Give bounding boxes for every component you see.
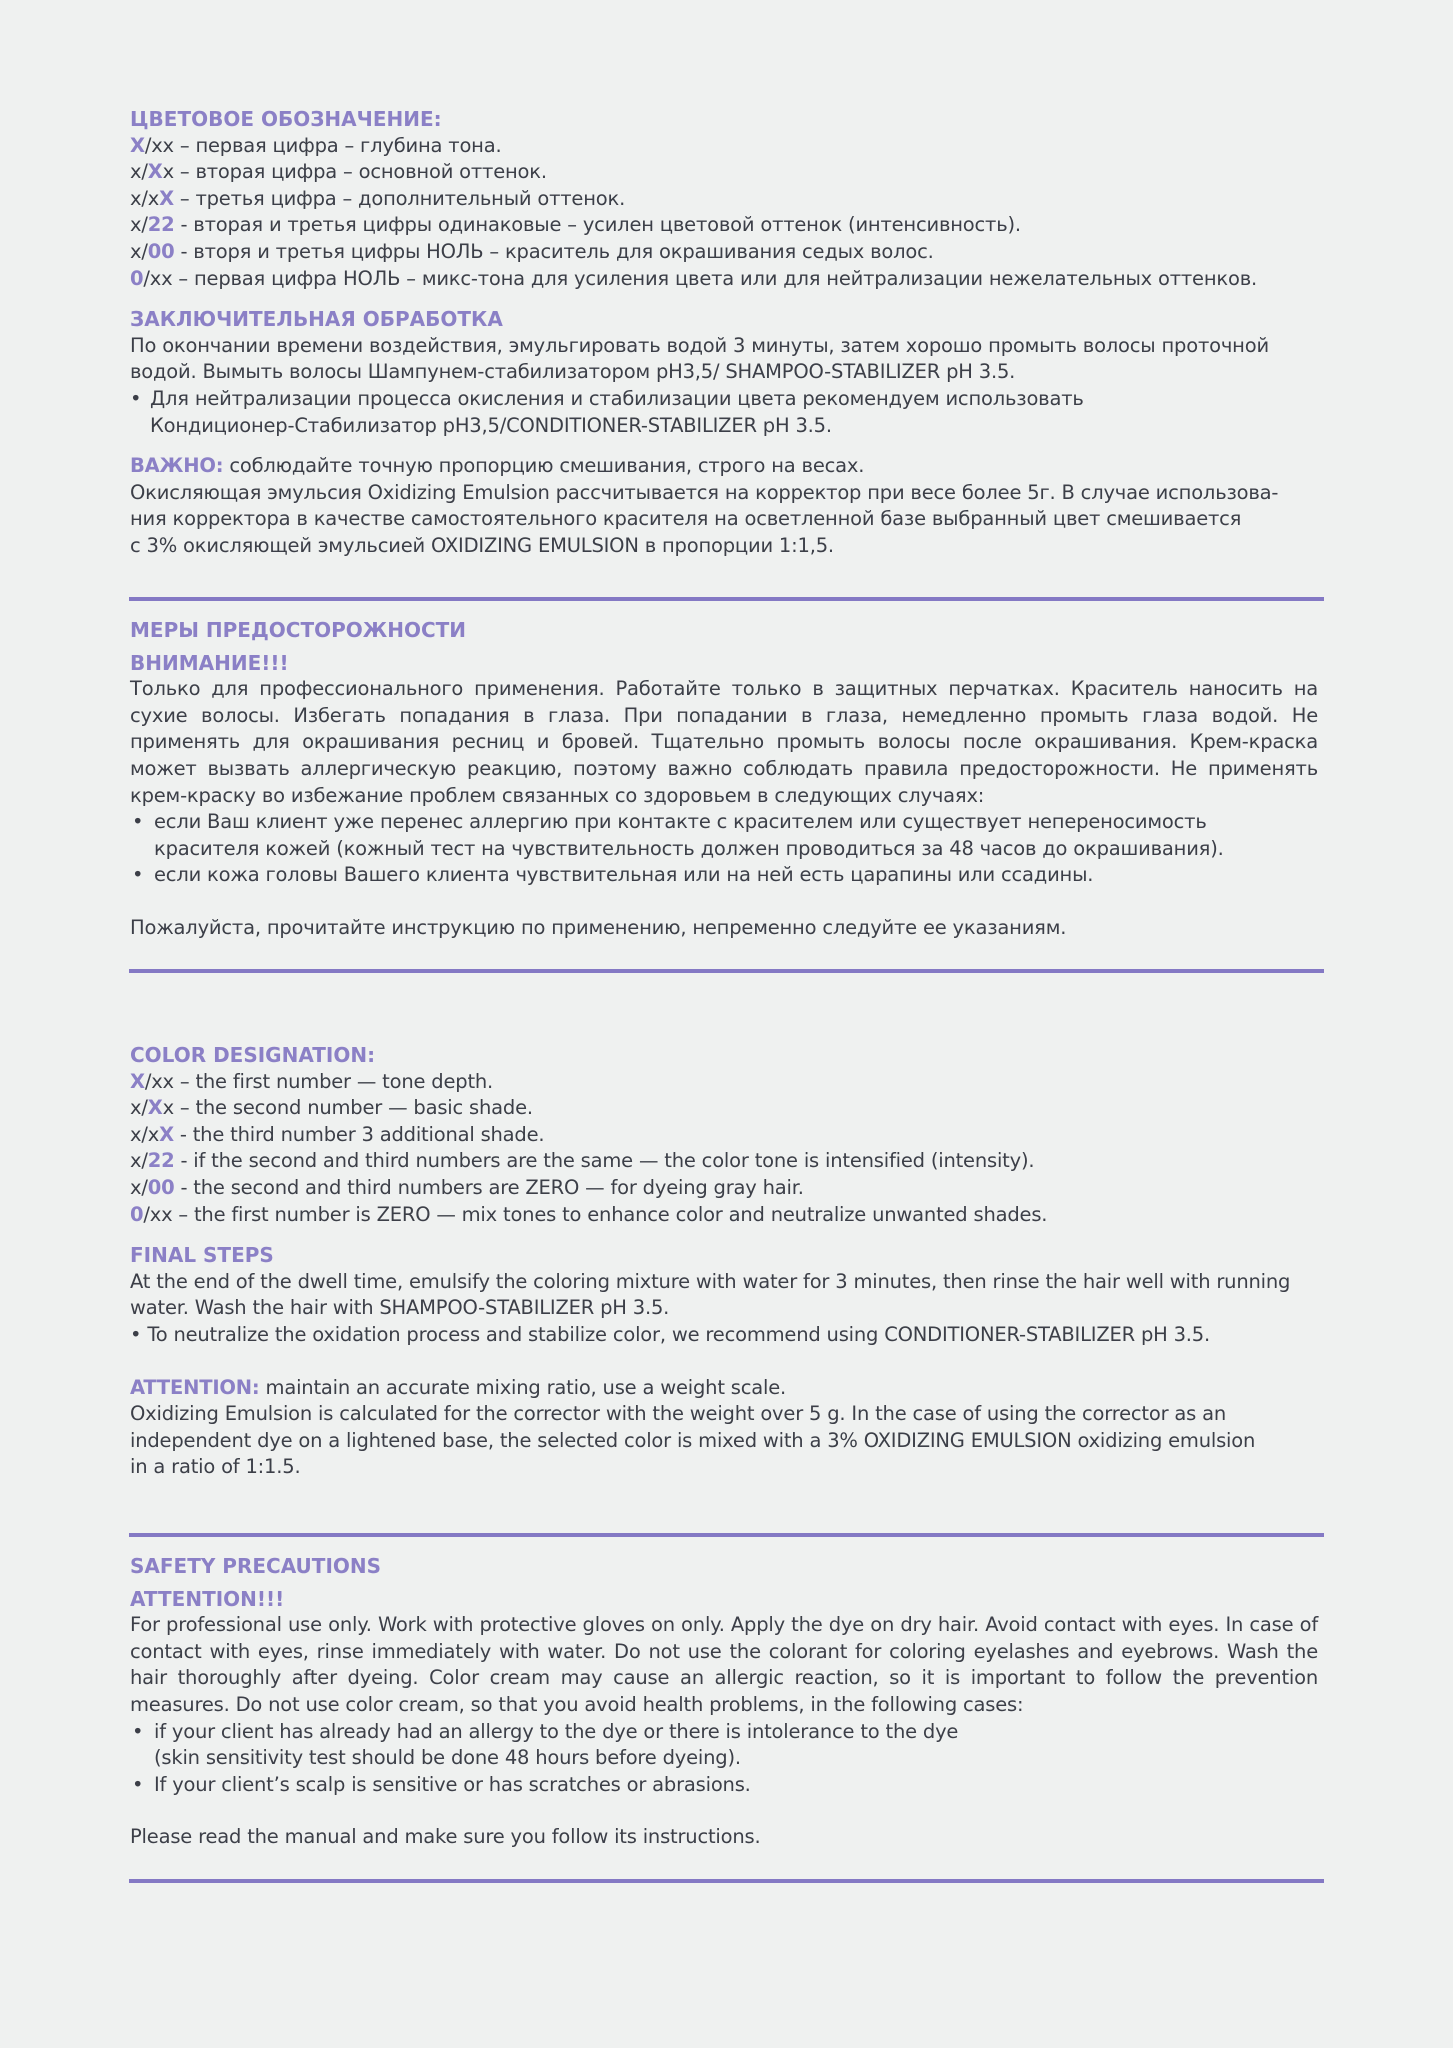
bullet-icon: • xyxy=(132,1772,144,1796)
ru-color-lines xyxy=(130,133,1324,293)
en-safety-block xyxy=(130,1553,1324,1851)
en-final-text-line: At the end of the dwell time, emulsify the coloring mixture with water for 3 minutes, then rinse the hair well with running xyxy=(130,1269,1291,1293)
en-safety-heading: SAFETY PRECAUTIONS xyxy=(130,1554,382,1578)
en-safety-bullet: • if your client has already had an allergy to the dye or there is intolerance to the dye (skin sensitivity test should be done 48 hours before dyeing). xyxy=(132,1719,959,1770)
ru-important-text-line: с 3% окисляющей эмульсией OXIDIZING EMULSION в пропорции 1:1,5. xyxy=(130,533,834,557)
ru-attention-heading: ВНИМАНИЕ!!! xyxy=(130,650,289,675)
ru-safety-bullet: • если кожа головы Вашего клиента чувствительная или на ней есть царапины или ссадины. xyxy=(130,862,1324,889)
en-attention-text-line: independent dye on a lightened base, the selected color is mixed with a 3% OXIDIZING EMULSION oxidizing emulsion xyxy=(130,1428,1256,1452)
en-instructions-block xyxy=(130,1042,1324,1481)
ru-safety-heading: МЕРЫ ПРЕДОСТОРОЖНОСТИ xyxy=(130,618,467,642)
en-safety-text: For professional use only. Work with protective gloves on only. Apply the dye on dry hair. Avoid contact with eyes. In case of contact with eyes, rinse immediately with water. Do not use the colorant for coloring eyelashes and eyebrows. Wash the hair thoroughly after dyeing. Color cream may cause an allergic reaction, so it is important to follow the prevention measures. Do not use color cream, so that you avoid health problems, in the following cases: xyxy=(130,1613,1318,1716)
bullet-icon: • xyxy=(130,1322,142,1346)
ru-color-line: X/xx – первая цифра – глубина тона. xyxy=(130,133,502,157)
ru-safety-block xyxy=(130,617,1324,942)
en-attention-text-line: Oxidizing Emulsion is calculated for the corrector with the weight over 5 g. In the case of using the corrector as an xyxy=(130,1402,1227,1426)
bullet-icon: • xyxy=(132,1719,144,1743)
en-safety-bullet: • If your client’s scalp is sensitive or has scratches or abrasions. xyxy=(130,1772,1324,1799)
en-color-heading: COLOR DESIGNATION: xyxy=(130,1043,376,1067)
en-final-bullet: • To neutralize the oxidation process and stabilize color, we recommend using CONDITIONER-STABILIZER pH 3.5. xyxy=(130,1322,1210,1346)
ru-safety-bullet: • если Ваш клиент уже перенес аллергию при контакте с красителем или существует непереносимость красителя кожей (кожный тест на чувствительность должен проводиться за 48 часов до окрашивания). xyxy=(132,810,1224,860)
en-color-lines xyxy=(130,1069,1324,1229)
ru-color-heading: ЦВЕТОВОЕ ОБОЗНАЧЕНИЕ: xyxy=(130,107,442,131)
en-color-line: x/22 - if the second and third numbers are the same — the color tone is intensified (intensity). xyxy=(130,1149,1035,1173)
bullet-icon: • xyxy=(132,810,144,834)
en-attention-heading: ATTENTION!!! xyxy=(130,1586,285,1611)
en-color-line: X/xx – the first number — tone depth. xyxy=(130,1069,494,1093)
en-color-line: x/Xx – the second number — basic shade. xyxy=(130,1096,533,1120)
ru-final-heading: ЗАКЛЮЧИТЕЛЬНАЯ ОБРАБОТКА xyxy=(130,307,503,332)
section-divider xyxy=(129,1879,1324,1883)
en-please-read: Please read the manual and make sure you follow its instructions. xyxy=(130,1825,761,1849)
ru-important-label: ВАЖНО: xyxy=(130,454,224,478)
bullet-icon: • xyxy=(130,386,142,410)
ru-safety-text: Только для профессионального применения. Работайте только в защитных перчатках. Краситель наносить на сухие волосы. Избегать попадания в глаза. При попадании в глаза, немедленно промыть глаза водой. Не применять для окрашивания ресниц и бровей. Тщательно промыть волосы после окрашивания. Крем-краска может вызвать аллергическую реакцию, поэтому важно соблюдать правила предосторожности. Не применять крем-краску во избежание проблем связанных со здоровьем в следующих случаях: xyxy=(130,677,1318,807)
en-attention-text-line: in a ratio of 1:1.5. xyxy=(130,1455,301,1479)
en-color-line: x/xX - the third number 3 additional shade. xyxy=(130,1122,545,1146)
ru-color-line: 0/xx – первая цифра НОЛЬ – микс-тона для усиления цвета или для нейтрализации нежелательных оттенков. xyxy=(130,266,1257,290)
section-divider xyxy=(129,1533,1324,1537)
ru-color-line: x/22 - вторая и третья цифры одинаковые – усилен цветовой оттенок (интенсивность). xyxy=(130,213,1021,237)
en-attention-label: ATTENTION: xyxy=(130,1375,260,1399)
en-final-text-line: water. Wash the hair with SHAMPOO-STABILIZER pH 3.5. xyxy=(130,1296,670,1320)
en-color-line: 0/xx – the first number is ZERO — mix tones to enhance color and neutralize unwanted shades. xyxy=(130,1202,1048,1226)
ru-final-bullet: • Для нейтрализации процесса окисления и стабилизации цвета рекомендуем использовать Кондиционер-Стабилизатор pH3,5/CONDITIONER-STABILIZER pH 3.5. xyxy=(130,386,1084,437)
bullet-icon: • xyxy=(132,863,144,887)
ru-final-text-line: По окончании времени воздействия, эмульгировать водой 3 минуты, затем хорошо промыть волосы проточной xyxy=(130,333,1269,357)
ru-important-line: ВАЖНО: соблюдайте точную пропорцию смешивания, строго на весах. xyxy=(130,454,865,478)
section-divider xyxy=(129,969,1324,973)
ru-important-text-line: ния корректора в качестве самостоятельного красителя на осветленной базе выбранный цвет смешивается xyxy=(130,507,1242,531)
ru-color-line: x/xX – третья цифра – дополнительный оттенок. xyxy=(130,186,626,210)
ru-color-line: x/Xx – вторая цифра – основной оттенок. xyxy=(130,160,547,184)
en-final-heading: FINAL STEPS xyxy=(130,1243,274,1268)
ru-please-read: Пожалуйста, прочитайте инструкцию по применению, непременно следуйте ее указаниям. xyxy=(130,915,1067,939)
ru-final-text-line: водой. Вымыть волосы Шампунем-стабилизатором pH3,5/ SHAMPOO-STABILIZER pH 3.5. xyxy=(130,360,1016,384)
section-divider xyxy=(129,597,1324,601)
ru-color-line: x/00 - вторя и третья цифры НОЛЬ – краситель для окрашивания седых волос. xyxy=(130,239,934,263)
en-color-line: x/00 - the second and third numbers are ZERO — for dyeing gray hair. xyxy=(130,1175,804,1199)
ru-important-text-line: Окисляющая эмульсия Oxidizing Emulsion рассчитывается на корректор при весе более 5г. В случае использова- xyxy=(130,480,1279,504)
ru-instructions-block xyxy=(130,106,1324,560)
en-attention-line: ATTENTION: maintain an accurate mixing ratio, use a weight scale. xyxy=(130,1375,787,1399)
